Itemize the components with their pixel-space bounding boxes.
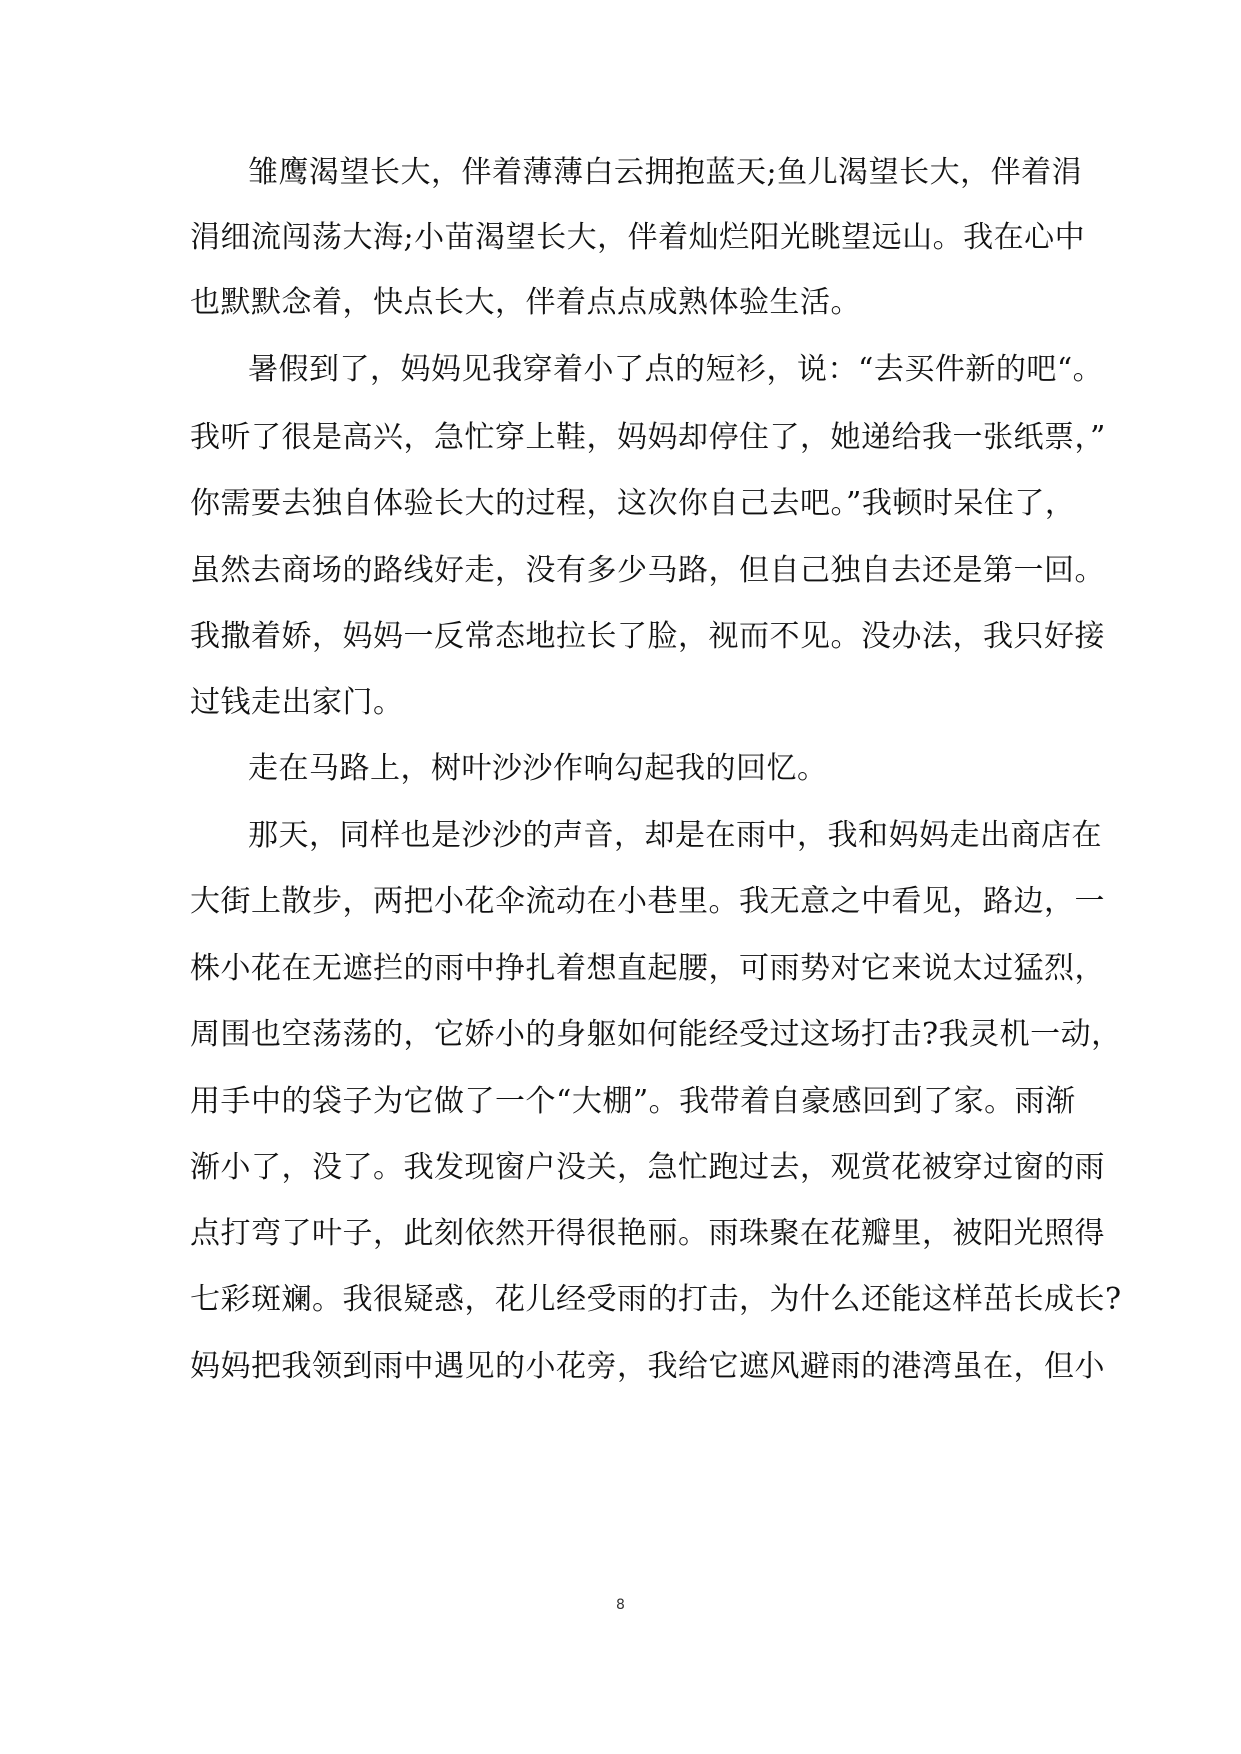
text-line: 雏鹰渴望长大，伴着薄薄白云拥抱蓝天;鱼儿渴望长大，伴着涓 bbox=[248, 155, 1083, 190]
text-line: 虽然去商场的路线好走，没有多少马路，但自己独自去还是第一回。 bbox=[190, 553, 1105, 588]
text-line: 周围也空荡荡的，它娇小的身躯如何能经受过这场打击?我灵机一动， bbox=[190, 1017, 1122, 1052]
text-line: 涓细流闯荡大海;小苗渴望长大，伴着灿烂阳光眺望远山。我在心中 bbox=[190, 220, 1086, 255]
text-line: 我撒着娇，妈妈一反常态地拉长了脸，视而不见。没办法，我只好接 bbox=[190, 619, 1105, 654]
text-line: 株小花在无遮拦的雨中挣扎着想直起腰，可雨势对它来说太过猛烈， bbox=[190, 951, 1105, 986]
text-line: 七彩斑斓。我很疑惑，花儿经受雨的打击，为什么还能这样茁长成长? bbox=[190, 1282, 1122, 1317]
text-line: 点打弯了叶子，此刻依然开得很艳丽。雨珠聚在花瓣里，被阳光照得 bbox=[190, 1216, 1105, 1251]
text-line: 走在马路上，树叶沙沙作响勾起我的回忆。 bbox=[248, 751, 828, 786]
text-line: 你需要去独自体验长大的过程，这次你自己去吧。”我顿时呆住了， bbox=[190, 486, 1076, 521]
text-line: 妈妈把我领到雨中遇见的小花旁，我给它遮风避雨的港湾虽在，但小 bbox=[190, 1349, 1105, 1384]
text-line: 用手中的袋子为它做了一个“大棚”。我带着自豪感回到了家。雨渐 bbox=[190, 1084, 1076, 1119]
page-number: 8 bbox=[616, 1597, 625, 1613]
text-line: 我听了很是高兴，急忙穿上鞋，妈妈却停住了，她递给我一张纸票，” bbox=[190, 420, 1106, 455]
text-line: 那天，同样也是沙沙的声音，却是在雨中，我和妈妈走出商店在 bbox=[248, 818, 1102, 853]
text-line: 大街上散步，两把小花伞流动在小巷里。我无意之中看见，路边，一 bbox=[190, 884, 1105, 919]
text-line: 渐小了，没了。我发现窗户没关，急忙跑过去，观赏花被穿过窗的雨 bbox=[190, 1150, 1105, 1185]
text-line: 过钱走出家门。 bbox=[190, 685, 404, 720]
text-line: 暑假到了，妈妈见我穿着小了点的短衫，说：“去买件新的吧“。 bbox=[248, 352, 1104, 387]
text-line: 也默默念着，快点长大，伴着点点成熟体验生活。 bbox=[190, 285, 861, 320]
